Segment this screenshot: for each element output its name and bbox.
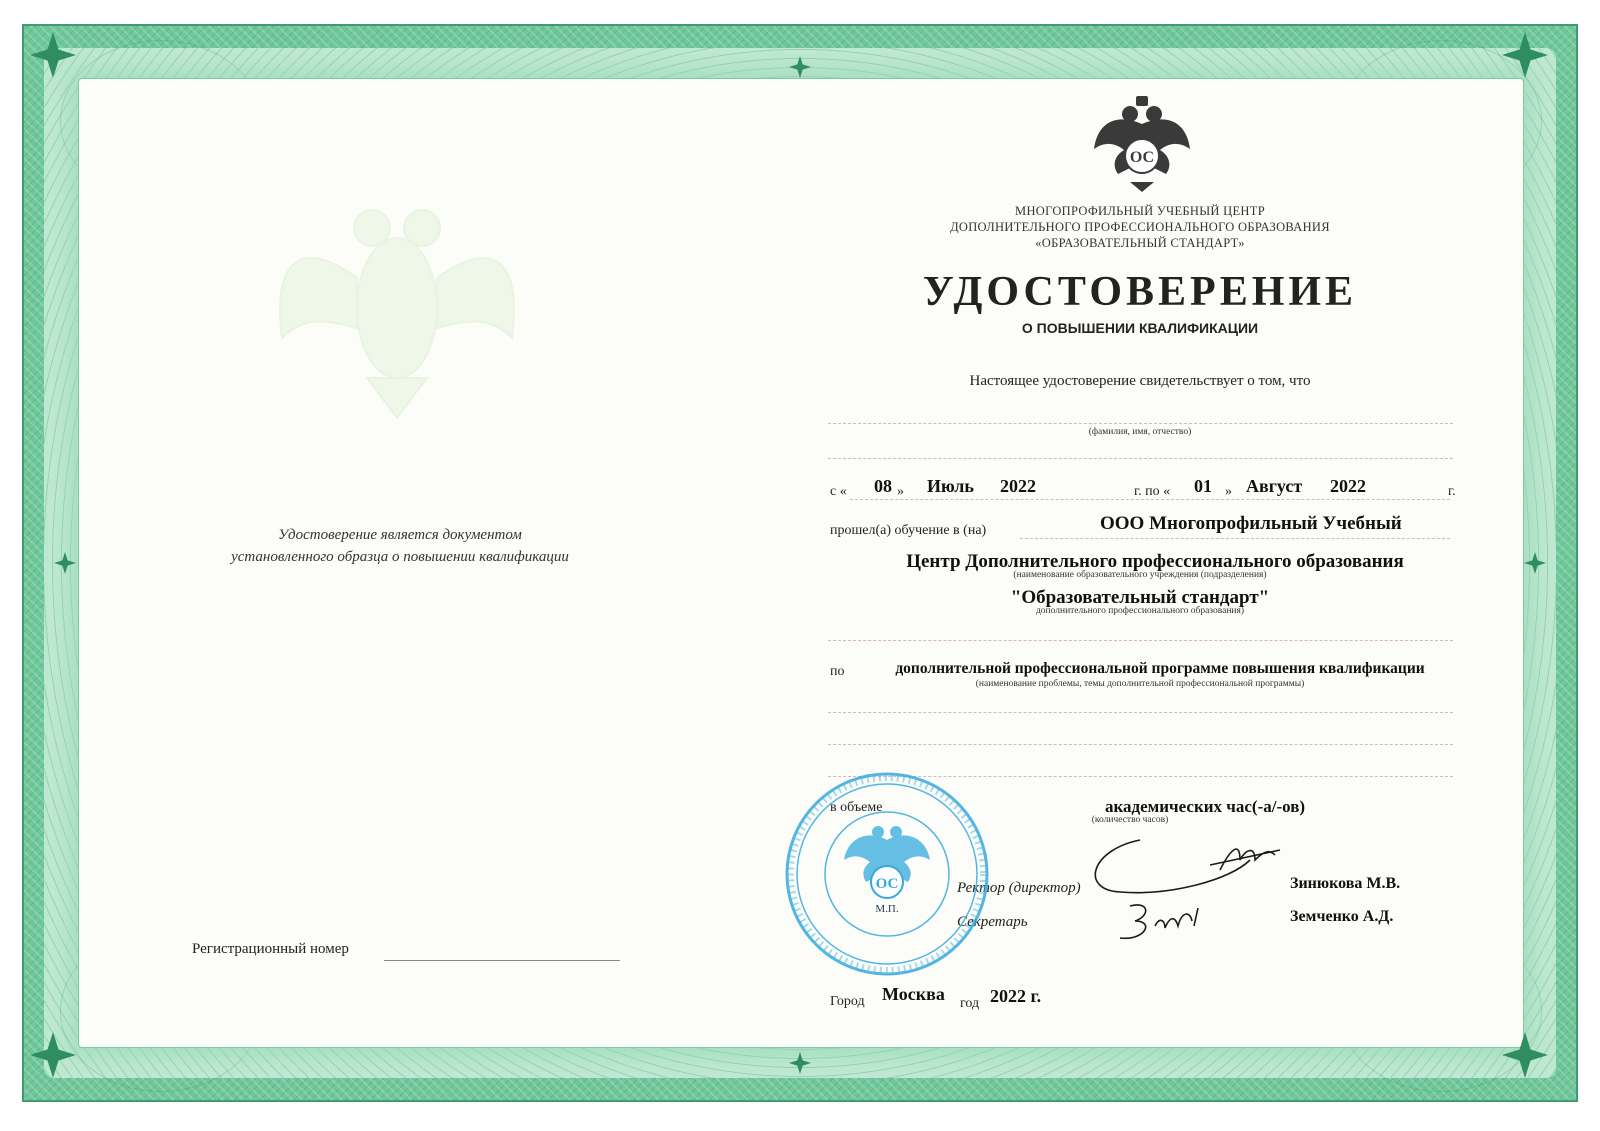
program-caption: (наименование проблемы, темы дополнительной профессиональной программы) <box>975 679 1305 689</box>
period-to-month: Август <box>1246 476 1303 496</box>
rector-label: Ректор (директор) <box>957 880 1081 896</box>
trained-label: прошел(а) обучение в (на) <box>830 523 987 538</box>
year-value: 2022 г. <box>990 986 1042 1006</box>
period-from-day: 08 <box>874 476 892 496</box>
stamp-letters: ОС <box>875 876 899 892</box>
period-suffix: г. <box>1448 484 1456 499</box>
program-prefix: по <box>830 664 845 679</box>
stamp-mp: М.П. <box>875 903 899 915</box>
intro-text: Настоящее удостоверение свидетельствует о том, что <box>969 373 1311 389</box>
institution-caption1: (наименование образовательного учреждения (подразделения) <box>1013 570 1267 580</box>
institution-line1: ООО Многопрофильный Учебный <box>1100 513 1402 534</box>
institution-line2: Центр Дополнительного профессионального образования <box>906 551 1404 572</box>
year-label: год <box>960 996 980 1011</box>
program-blank-line-2 <box>828 744 1453 745</box>
registration-number-label: Регистрационный номер <box>192 941 349 957</box>
eagle-emblem-icon <box>1090 94 1194 194</box>
secretary-name: Земченко А.Д. <box>1290 908 1394 925</box>
institution-line1-rule <box>1020 538 1450 539</box>
institution-caption2: дополнительного профессионального образования) <box>1035 606 1245 616</box>
period-from-close: » <box>897 484 904 499</box>
rector-name: Зинюкова М.В. <box>1290 875 1401 892</box>
city-label: Город <box>830 994 865 1009</box>
left-note-line1: Удостоверение является документом <box>278 527 522 543</box>
org-line1: МНОГОПРОФИЛЬНЫЙ УЧЕБНЫЙ ЦЕНТР <box>1015 204 1265 218</box>
emblem-letters: ОС <box>1129 149 1155 166</box>
fio-line-2 <box>828 458 1453 459</box>
institution-blank-line <box>828 640 1453 641</box>
hours-caption: (количество часов) <box>1091 815 1169 825</box>
secretary-signature-icon <box>1110 896 1210 946</box>
certificate-subtitle: О ПОВЫШЕНИИ КВАЛИФИКАЦИИ <box>1021 320 1259 336</box>
rector-signature-icon <box>1080 820 1300 900</box>
fio-caption: (фамилия, имя, отчество) <box>1088 427 1192 437</box>
period-from-month: Июль <box>927 476 974 496</box>
eagle-watermark-icon <box>262 168 532 428</box>
left-note <box>150 524 650 568</box>
city-value: Москва <box>882 984 945 1004</box>
period-from-prefix: с « <box>830 484 847 499</box>
volume-label: в объеме <box>830 800 883 815</box>
period-to-close: » <box>1225 484 1232 499</box>
hours-label: академических час(-а/-ов) <box>1105 797 1306 816</box>
secretary-label: Секретарь <box>957 914 1028 930</box>
fio-line <box>828 423 1453 424</box>
period-to-day: 01 <box>1194 476 1212 496</box>
institution-line3: "Образовательный стандарт" <box>1010 587 1270 608</box>
program-name: дополнительной профессиональной программе повышения квалификации <box>895 660 1425 677</box>
seal-stamp-icon <box>782 770 992 978</box>
org-line3: «ОБРАЗОВАТЕЛЬНЫЙ СТАНДАРТ» <box>1035 236 1245 250</box>
period-from-year: 2022 <box>1000 476 1036 496</box>
program-blank-line-1 <box>828 712 1453 713</box>
left-note-line2: установленного образца о повышении квалификации <box>231 549 569 565</box>
period-to-year: 2022 <box>1330 476 1366 496</box>
org-line2: ДОПОЛНИТЕЛЬНОГО ПРОФЕССИОНАЛЬНОГО ОБРАЗОВАНИЯ <box>950 220 1330 234</box>
certificate-title: УДОСТОВЕРЕНИЕ <box>922 269 1358 315</box>
registration-number-field <box>384 960 620 961</box>
period-to-prefix: г. по « <box>1134 484 1171 499</box>
organization-name <box>930 203 1350 251</box>
period-line <box>850 499 1450 500</box>
